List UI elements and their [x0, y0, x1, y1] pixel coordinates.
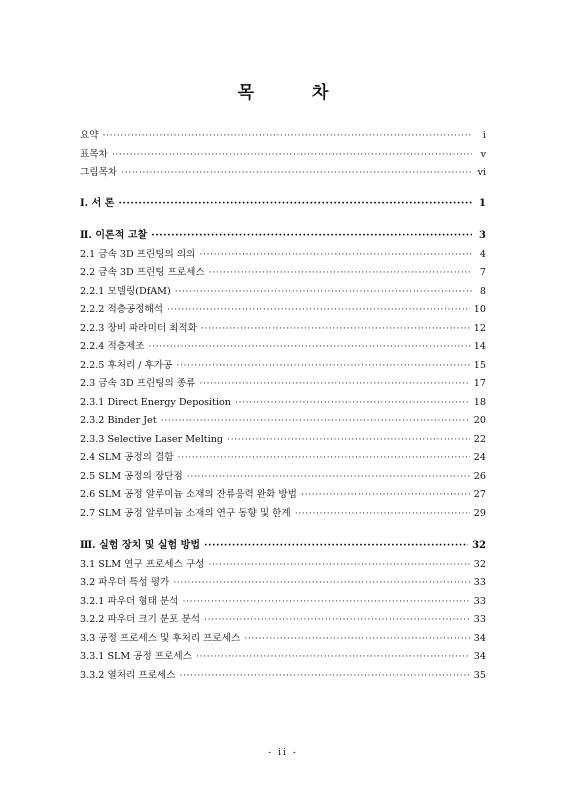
dot-leader	[179, 667, 469, 686]
toc-entry[interactable]	[80, 611, 486, 630]
toc-entry-page: 17	[473, 378, 486, 389]
dot-leader	[161, 412, 470, 431]
toc-entry[interactable]	[80, 375, 486, 394]
toc-entry[interactable]	[80, 468, 486, 487]
dot-leader	[175, 283, 472, 302]
toc-entry-label: 2.3 금속 3D 프린팅의 종류	[80, 378, 196, 389]
toc-entry[interactable]	[80, 264, 486, 283]
toc-entry-page: 33	[473, 577, 486, 588]
table-of-contents	[80, 127, 486, 685]
toc-entry-label: 2.2.1 모델링(DfAM)	[80, 285, 171, 297]
toc-entry-label: 2.1 금속 3D 프린팅의 의의	[80, 248, 196, 260]
toc-entry-label: 2.3.1 Direct Energy Deposition	[80, 396, 231, 408]
toc-entry[interactable]	[80, 574, 486, 593]
dot-leader	[199, 375, 469, 394]
toc-entry[interactable]	[80, 630, 486, 649]
toc-entry-page: 26	[473, 470, 486, 482]
toc-entry-page: 29	[473, 507, 486, 519]
toc-entry[interactable]	[80, 556, 486, 575]
toc-entry-page: 10	[473, 304, 486, 315]
toc-entry-label: 표목차	[80, 148, 108, 160]
toc-entry-label: 2.6 SLM 공정 알루미늄 소재의 잔류응력 완화 방법	[80, 489, 297, 500]
toc-entry-page: v	[480, 148, 486, 160]
toc-entry-label: 2.4 SLM 공정의 결함	[80, 452, 174, 463]
toc-entry-label: 3.3.1 SLM 공정 프로세스	[80, 651, 192, 662]
dot-leader	[178, 449, 470, 468]
toc-entry[interactable]	[80, 593, 486, 612]
toc-entry-page: 34	[473, 651, 486, 662]
dot-leader	[201, 320, 470, 339]
toc-entry-list-of-tables[interactable]	[80, 146, 486, 165]
toc-entry-page: 14	[473, 341, 486, 352]
toc-entry-label: 2.2.2 적층공정해석	[80, 304, 164, 315]
toc-entry-page: 15	[473, 359, 486, 371]
dot-leader	[121, 164, 472, 183]
toc-entry-page: vi	[477, 167, 486, 178]
dot-leader	[173, 574, 470, 593]
dot-leader	[208, 556, 469, 575]
toc-entry[interactable]	[80, 357, 486, 376]
dot-leader	[204, 537, 468, 556]
toc-chapter-2[interactable]	[80, 227, 486, 246]
toc-entry-label: 3.3 공정 프로세스 및 후처리 프로세스	[80, 632, 241, 644]
toc-entry[interactable]	[80, 283, 486, 302]
toc-entry-page: 33	[473, 614, 486, 625]
toc-entry-label: 2.5 SLM 공정의 장단점	[80, 470, 183, 482]
toc-entry-label: 2.7 SLM 공정 알루미늄 소재의 연구 동향 및 한계	[80, 507, 291, 519]
dot-leader	[196, 648, 470, 667]
dot-leader	[235, 394, 470, 413]
dot-leader	[167, 301, 470, 320]
toc-entry-label: 3.2 파우더 특성 평가	[80, 577, 170, 588]
toc-chapter-1[interactable]	[80, 195, 486, 214]
dot-leader	[176, 357, 469, 376]
toc-chapter-label: Ⅲ. 실험 장치 및 실험 방법	[80, 540, 201, 551]
dot-leader	[199, 246, 472, 265]
toc-chapter-page: 3	[479, 230, 486, 241]
dot-leader	[182, 593, 469, 612]
toc-chapter-label: Ⅱ. 이론적 고찰	[80, 230, 148, 241]
toc-entry-page: 20	[473, 415, 486, 426]
toc-entry[interactable]	[80, 486, 486, 505]
toc-entry[interactable]	[80, 394, 486, 413]
toc-entry[interactable]	[80, 320, 486, 339]
toc-entry-abstract[interactable]	[80, 127, 486, 146]
toc-entry-page: 34	[473, 632, 486, 644]
page-title: 목 차	[237, 83, 355, 103]
page-number-footer: - ii -	[268, 748, 298, 758]
toc-entry-label: 요약	[80, 130, 99, 141]
toc-entry[interactable]	[80, 648, 486, 667]
dot-leader	[295, 505, 470, 524]
dot-leader	[112, 146, 472, 165]
toc-entry-page: 7	[479, 267, 486, 278]
toc-entry[interactable]	[80, 338, 486, 357]
toc-entry[interactable]	[80, 246, 486, 265]
toc-entry[interactable]	[80, 449, 486, 468]
toc-chapter-page: 1	[479, 197, 486, 209]
toc-entry-label: 3.2.1 파우더 형태 분석	[80, 595, 179, 607]
toc-entry-page: 18	[473, 396, 486, 408]
toc-entry-list-of-figures[interactable]	[80, 164, 486, 183]
dot-leader	[227, 431, 470, 450]
toc-entry-page: 22	[473, 433, 486, 445]
toc-entry-page: 4	[479, 248, 486, 260]
toc-entry[interactable]	[80, 301, 486, 320]
toc-entry-page: 27	[473, 489, 486, 500]
toc-entry[interactable]	[80, 412, 486, 431]
toc-entry-label: 2.3.3 Selective Laser Melting	[80, 433, 224, 445]
toc-entry-label: 그림목차	[80, 167, 118, 178]
toc-entry-page: 32	[473, 558, 486, 570]
toc-entry[interactable]	[80, 505, 486, 524]
toc-entry-label: 3.2.2 파우더 크기 분포 분석	[80, 614, 201, 625]
dot-leader	[244, 630, 470, 649]
toc-entry-page: 8	[479, 285, 486, 297]
toc-entry-label: 2.3.2 Binder Jet	[80, 415, 157, 426]
toc-chapter-3[interactable]	[80, 537, 486, 556]
toc-chapter-label: Ⅰ. 서 론	[80, 197, 115, 209]
toc-chapter-page: 32	[472, 540, 486, 551]
dot-leader	[187, 468, 470, 487]
toc-entry-label: 2.2.3 장비 파라미터 최적화	[80, 322, 197, 334]
toc-entry-page: 24	[473, 452, 486, 463]
toc-entry-page: 33	[473, 595, 486, 607]
toc-entry-label: 2.2.5 후처리 / 후가공	[80, 359, 173, 371]
dot-leader	[103, 127, 472, 146]
dot-leader	[149, 338, 470, 357]
toc-entry-page: i	[482, 130, 486, 141]
dot-leader	[209, 264, 472, 283]
dot-leader	[118, 195, 472, 214]
toc-entry-label: 3.1 SLM 연구 프로세스 구성	[80, 558, 205, 570]
toc-entry[interactable]	[80, 431, 486, 450]
dot-leader	[301, 486, 470, 505]
toc-entry[interactable]	[80, 667, 486, 686]
toc-entry-label: 3.3.2 열처리 프로세스	[80, 669, 176, 681]
toc-entry-label: 2.2.4 적층제조	[80, 341, 145, 352]
toc-entry-page: 35	[473, 669, 486, 681]
toc-entry-page: 12	[473, 322, 486, 334]
toc-entry-label: 2.2 금속 3D 프린팅 프로세스	[80, 267, 205, 278]
dot-leader	[204, 611, 470, 630]
dot-leader	[151, 227, 472, 246]
